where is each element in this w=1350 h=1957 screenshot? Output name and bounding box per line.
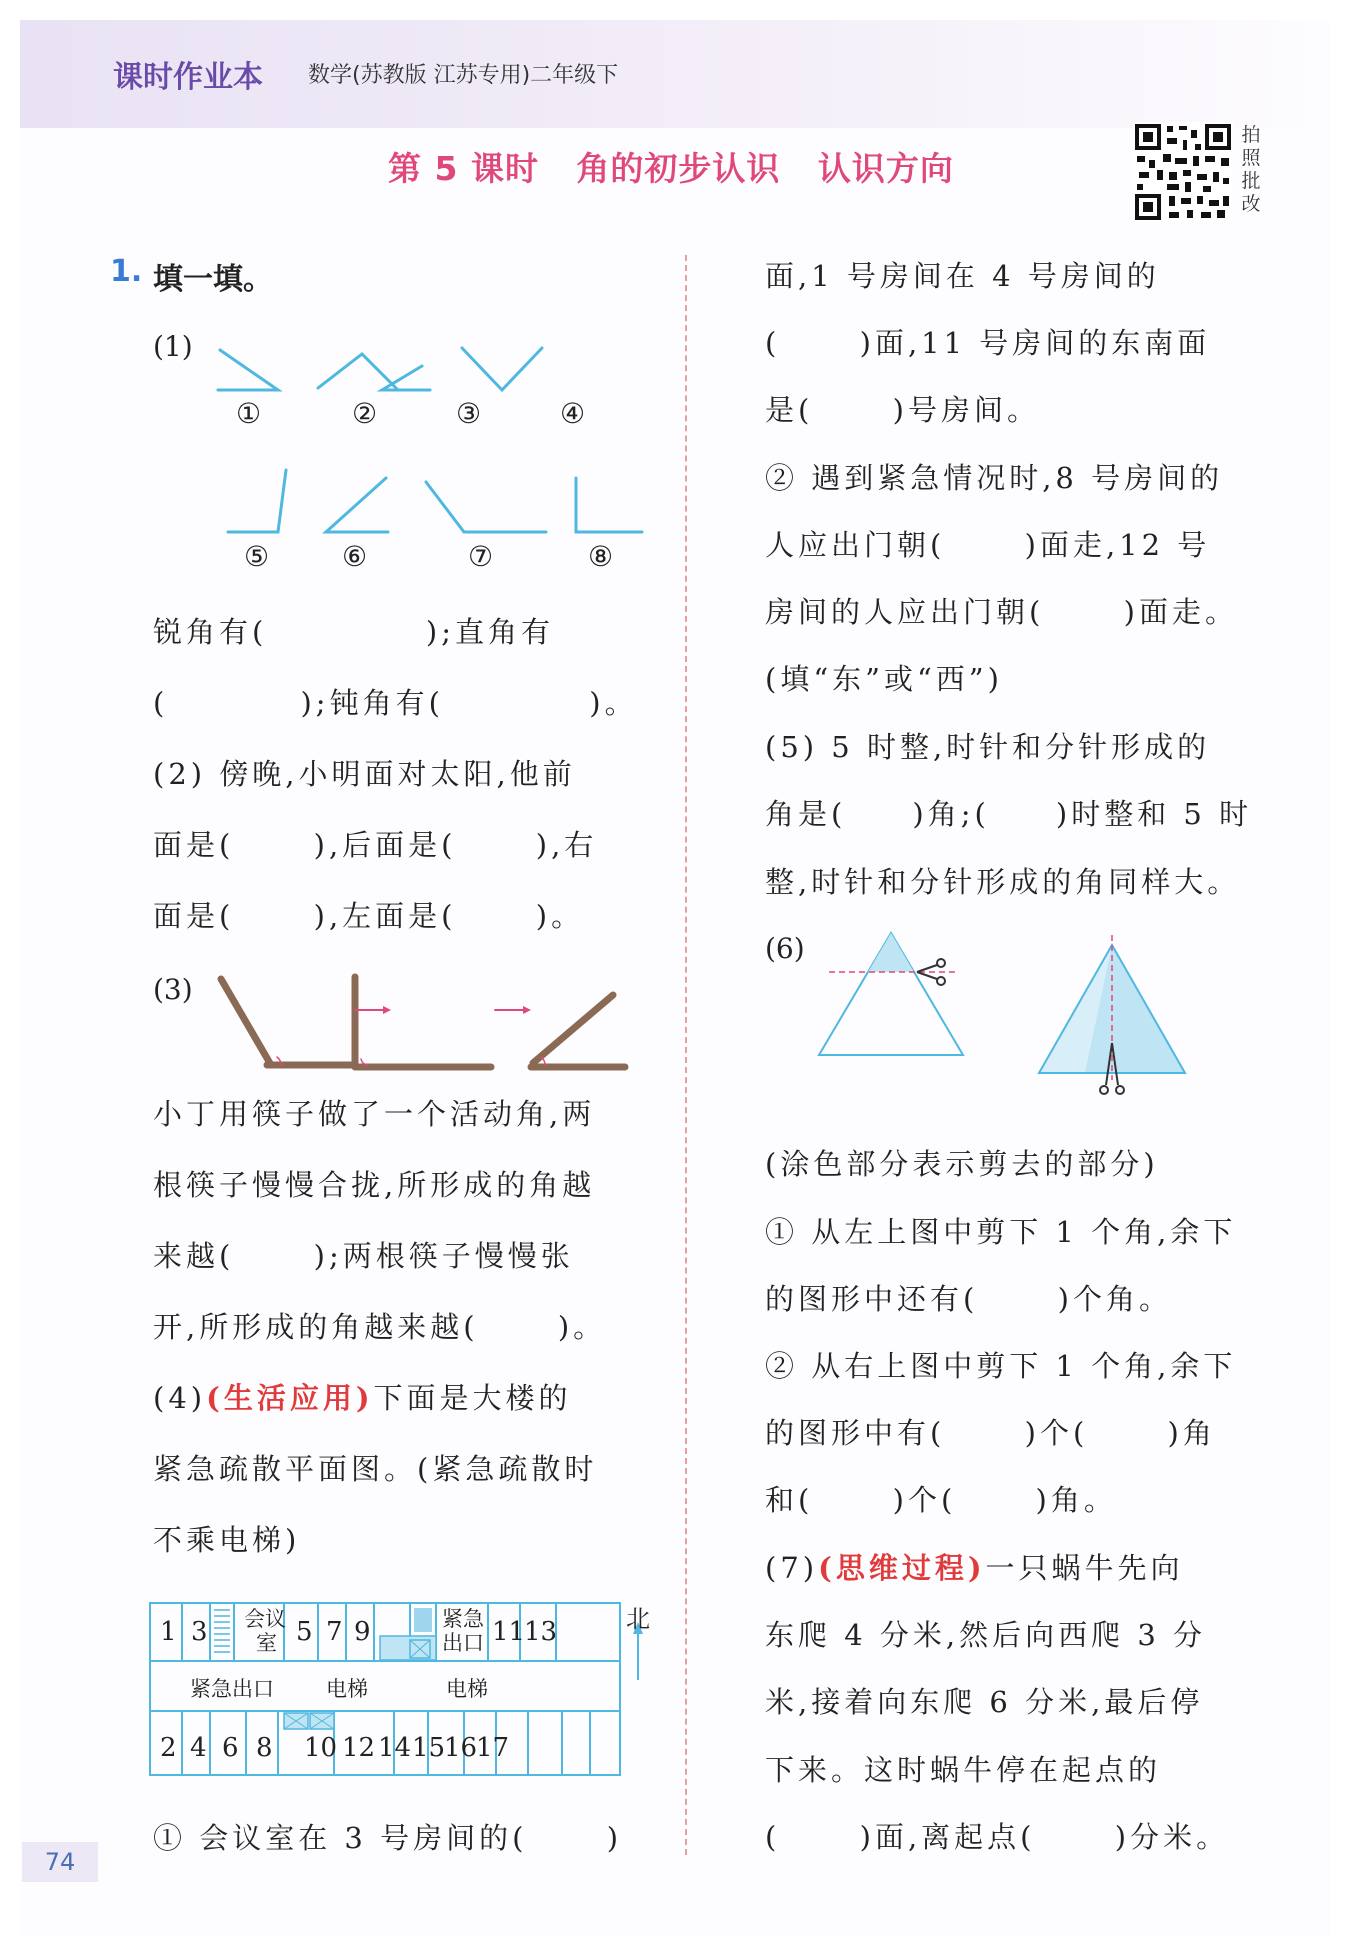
p5-line1: (5) 5 时整,时针和分针形成的 [765,730,1211,764]
p4-tag: (生活应用) [206,1381,374,1415]
exit-top: 紧急 出口 [442,1607,484,1655]
qr-label: 拍照批改 [1241,124,1261,215]
p2-line1: (2) 傍晚,小明面对太阳,他前 [153,757,576,791]
p1-line1: 锐角有( );直角有 [153,615,555,649]
part1-label: (1) [153,330,193,363]
p4-question1: ① 会议室在 3 号房间的( ) [153,1821,623,1855]
angle-2 [318,354,398,390]
subject-line: 数学(苏教版 江苏专用)二年级下 [308,63,619,88]
p7-line3: 米,接着向东爬 6 分米,最后停 [765,1685,1204,1719]
p5-line3: 整,时针和分针形成的角同样大。 [765,865,1241,899]
p5-line2: 角是( )角;( )时整和 5 时 [765,797,1253,831]
angle-7 [426,482,546,532]
r-line6: 房间的人应出门朝( )面走。 [765,595,1238,629]
p6-line3: ② 从右上图中剪下 1 个角,余下 [765,1349,1237,1383]
r-line1: 面,1 号房间在 4 号房间的 [765,259,1160,293]
angles-figure [140,320,660,580]
elevator-2: 电梯 [446,1677,488,1701]
room-5: 5 [296,1617,313,1647]
p6-line1: ① 从左上图中剪下 1 个角,余下 [765,1215,1237,1249]
qr-code-icon[interactable] [1133,122,1233,222]
p6-note: (涂色部分表示剪去的部分) [765,1147,1159,1181]
elevator-1: 电梯 [326,1677,368,1701]
r-line5: 人应出门朝( )面走,12 号 [765,528,1211,562]
p3-line3: 来越( );两根筷子慢慢张 [153,1239,574,1273]
part6-label: (6) [765,932,805,965]
room-16: 16 [444,1733,478,1763]
room-1: 1 [160,1617,177,1647]
p2-line3: 面是( ),左面是( )。 [153,899,585,933]
p4-line2: 紧急疏散平面图。(紧急疏散时 [153,1452,598,1486]
r-line3: 是( )号房间。 [765,393,1040,427]
angle-label-7: ⑦ [468,540,494,573]
p7-line2: 东爬 4 分米,然后向西爬 3 分 [765,1618,1206,1652]
series-title: 课时作业本 [113,60,263,95]
angle-4 [462,348,542,390]
angle-6 [326,478,388,532]
room-9: 9 [354,1617,371,1647]
p6-line4: 的图形中有( )个( )角 [765,1416,1216,1450]
p2-line2: 面是( ),后面是( ),右 [153,828,598,862]
room-7: 7 [326,1617,343,1647]
room-3: 3 [191,1617,208,1647]
p7-tag: (思维过程) [818,1551,986,1585]
p7-line1: (7)(思维过程)一只蜗牛先向 [765,1551,1184,1585]
room-14: 14 [378,1733,412,1763]
chopsticks-figure [205,965,665,1085]
p3-line1: 小丁用筷子做了一个活动角,两 [153,1097,596,1131]
room-6: 6 [222,1733,239,1763]
p6-line5: 和( )个( )角。 [765,1483,1117,1517]
angle-label-6: ⑥ [342,540,368,573]
angle-1 [218,350,278,390]
p4-line3: 不乘电梯) [153,1523,301,1557]
question-number: 1. [110,254,143,289]
angle-5 [228,470,286,532]
p3-line2: 根筷子慢慢合拢,所形成的角越 [153,1168,596,1202]
r-line4: ② 遇到紧急情况时,8 号房间的 [765,461,1224,495]
angle-label-3: ③ [456,397,482,430]
angle-8 [576,478,642,532]
room-12: 12 [342,1733,376,1763]
room-17: 17 [476,1733,510,1763]
room-10: 10 [304,1733,338,1763]
question-label: 填一填。 [153,262,273,297]
north-label: 北 [626,1605,650,1633]
room-15: 15 [412,1733,446,1763]
room-11: 11 [492,1617,526,1647]
r-line2: ( )面,11 号房间的东南面 [765,326,1211,360]
r-line7: (填“东”或“西”) [765,662,1003,696]
room-2: 2 [160,1733,177,1763]
angle-label-2: ② [352,397,378,430]
room-8: 8 [256,1733,273,1763]
p6-line2: 的图形中还有( )个角。 [765,1282,1172,1316]
part3-label: (3) [153,973,193,1006]
p3-line4: 开,所形成的角越来越( )。 [153,1310,607,1344]
lesson-title: 第 5 课时 角的初步认识 认识方向 [388,149,954,188]
angle-label-5: ⑤ [244,540,270,573]
angle-label-4: ④ [560,397,586,430]
meeting-room: 会议 室 [244,1607,286,1655]
p1-line2: ( );钝角有( )。 [153,686,638,720]
room-13: 13 [524,1617,558,1647]
floor-plan-labels [150,1603,650,1779]
p7-line4: 下来。这时蜗牛停在起点的 [765,1753,1162,1787]
angle-label-1: ① [236,397,262,430]
room-4: 4 [190,1733,207,1763]
angle-label-8: ⑧ [588,540,614,573]
p4-line1: (4)(生活应用)下面是大楼的 [153,1381,572,1415]
triangles-figure [815,925,1235,1125]
page-number: 74 [22,1842,98,1882]
column-divider [685,255,687,1855]
angle-3 [382,366,430,390]
corridor-exit: 紧急出口 [190,1677,274,1701]
p7-line5: ( )面,离起点( )分米。 [765,1820,1230,1854]
